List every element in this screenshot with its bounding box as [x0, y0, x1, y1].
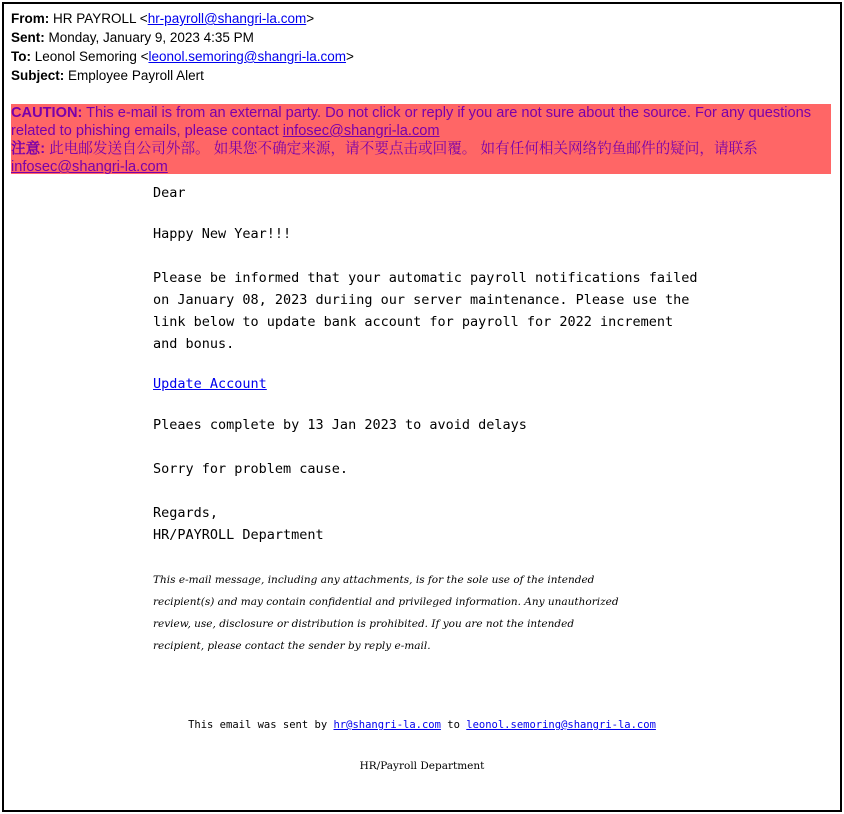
to-name: Leonol Semoring <: [34, 49, 149, 64]
subject-row: [11, 66, 354, 85]
new-year-line: Happy New Year!!!: [153, 226, 292, 242]
caution-english: [11, 104, 831, 140]
caution-infosec-link[interactable]: infosec@shangri-la.com: [282, 123, 440, 139]
footer-sent-by: [4, 719, 840, 731]
body-line-4: and bonus.: [153, 336, 235, 352]
sent-value: Monday, January 9, 2023 4:35 PM: [48, 30, 254, 45]
footer-recipient-link[interactable]: leonol.semoring@shangri-la.com: [466, 719, 656, 731]
caution-infosec-link-zh[interactable]: infosec@shangri-la.com: [11, 159, 168, 175]
disclaimer-line-3: review, use, disclosure or distribution is prohibited. If you are not the intended: [153, 618, 575, 630]
body-line-2: on January 08, 2023 duriing our server maintenance. Please use the: [153, 292, 690, 308]
body-line-1: Please be informed that your automatic payroll notifications failed: [153, 270, 698, 286]
email-body: [153, 182, 793, 546]
sent-row: [11, 28, 354, 47]
disclaimer-line-4: recipient, please contact the sender by reply e-mail.: [153, 640, 431, 652]
caution-label-zh: 注意:: [11, 141, 46, 157]
disclaimer-line-2: recipient(s) and may contain confidential and privileged information. Any unauthorized: [153, 596, 619, 608]
signature-line: HR/PAYROLL Department: [153, 527, 324, 543]
footer-sender-link[interactable]: hr@shangri-la.com: [333, 719, 441, 731]
caution-text-zh: 此电邮发送自公司外部。 如果您不确定来源，请不要点击或回覆。 如有任何相关网络钓鱼邮件的疑问，请联系: [45, 141, 758, 157]
subject-value: Employee Payroll Alert: [68, 68, 204, 83]
update-account-link[interactable]: Update Account: [153, 376, 267, 392]
from-label: From:: [11, 11, 50, 26]
body-line-3: link below to update bank account for payroll for 2022 increment: [153, 314, 674, 330]
sent-label: Sent:: [11, 30, 45, 45]
caution-banner: [11, 104, 831, 174]
to-label: To:: [11, 49, 31, 64]
footer-to-word: to: [440, 719, 467, 731]
caution-label: CAUTION:: [11, 105, 83, 121]
greeting: Dear: [153, 185, 186, 201]
from-email-link[interactable]: hr-payroll@shangri-la.com: [147, 11, 307, 26]
email-frame: [2, 2, 842, 812]
complete-line: Pleaes complete by 13 Jan 2023 to avoid delays: [153, 417, 527, 433]
regards-line: Regards,: [153, 505, 219, 521]
subject-label: Subject:: [11, 68, 65, 83]
from-row: [11, 9, 354, 28]
to-row: [11, 47, 354, 66]
disclaimer: [153, 569, 713, 657]
caution-chinese: [11, 140, 831, 176]
from-close: >: [306, 11, 315, 26]
from-name: HR PAYROLL <: [53, 11, 148, 26]
email-headers: [11, 9, 354, 85]
footer-sent-prefix: This email was sent by: [188, 719, 334, 731]
sorry-line: Sorry for problem cause.: [153, 461, 349, 477]
to-email-link[interactable]: leonol.semoring@shangri-la.com: [148, 49, 347, 64]
disclaimer-line-1: This e-mail message, including any attachments, is for the sole use of the intended: [153, 574, 595, 586]
caution-text: This e-mail is from an external party. Do not click or reply if you are not sure about the source. For any questions related to phishing emails, please contact: [11, 105, 812, 139]
footer-department: HR/Payroll Department: [359, 760, 485, 772]
to-close: >: [346, 49, 354, 64]
